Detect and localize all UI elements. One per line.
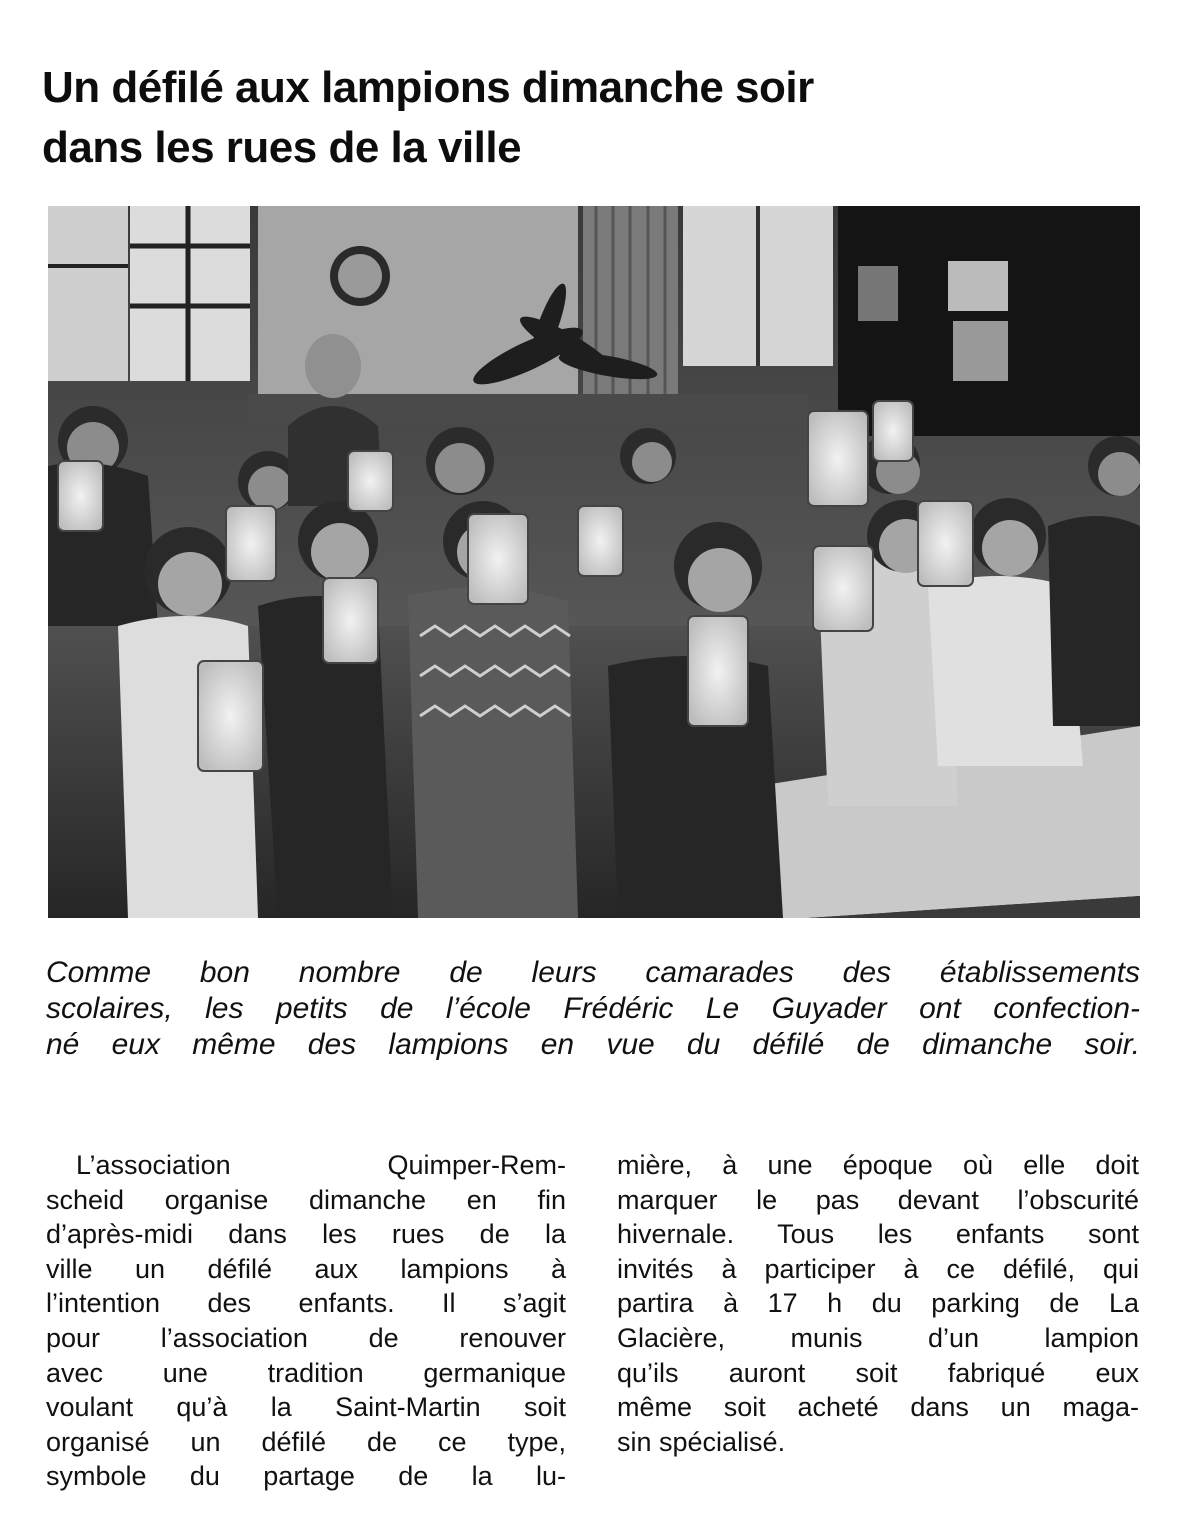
body-line: ville un défilé aux lampions à — [46, 1253, 566, 1284]
body-line: voulant qu’à la Saint-Martin soit — [46, 1392, 566, 1423]
news-photo — [48, 206, 1140, 918]
body-line: Glacière, munis d’un lampion — [617, 1322, 1139, 1353]
caption-line: Comme bon nombre de leurs camarades des établissements — [46, 956, 1140, 989]
body-line: pour l’association de renouver — [46, 1322, 566, 1353]
photo-illustration — [48, 206, 1140, 918]
body-line: L’association Quimper-Rem- — [76, 1150, 566, 1180]
body-line: marquer le pas devant l’obscurité — [617, 1184, 1139, 1215]
body-line: partira à 17 h du parking de La — [617, 1288, 1139, 1319]
headline-line: Un défilé aux lampions dimanche soir — [42, 63, 814, 112]
body-line: mière, à une époque où elle doit — [617, 1150, 1139, 1180]
body-line: symbole du partage de la lu- — [46, 1461, 566, 1492]
body-line: avec une tradition germanique — [46, 1357, 566, 1388]
body-line: scheid organise dimanche en fin — [46, 1184, 566, 1215]
body-line: sin spécialisé. — [617, 1426, 786, 1457]
article-headline — [42, 58, 1142, 178]
article-body-left-column — [46, 1148, 566, 1494]
photo-caption — [46, 955, 1140, 1063]
body-line: organisé un défilé de ce type, — [46, 1426, 566, 1457]
headline-line: dans les rues de la ville — [42, 123, 522, 172]
caption-line: scolaires, les petits de l’école Frédéric Le Guyader ont confection- — [46, 992, 1140, 1025]
body-line: invités à participer à ce défilé, qui — [617, 1253, 1139, 1284]
body-line: qu’ils auront soit fabriqué eux — [617, 1357, 1139, 1388]
caption-line: né eux même des lampions en vue du défilé de dimanche soir. — [46, 1028, 1140, 1061]
body-line: hivernale. Tous les enfants sont — [617, 1219, 1139, 1250]
article-body-right-column — [617, 1148, 1139, 1459]
body-line: l’intention des enfants. Il s’agit — [46, 1288, 566, 1319]
body-line: même soit acheté dans un maga- — [617, 1392, 1139, 1423]
body-line: d’après-midi dans les rues de la — [46, 1219, 566, 1250]
